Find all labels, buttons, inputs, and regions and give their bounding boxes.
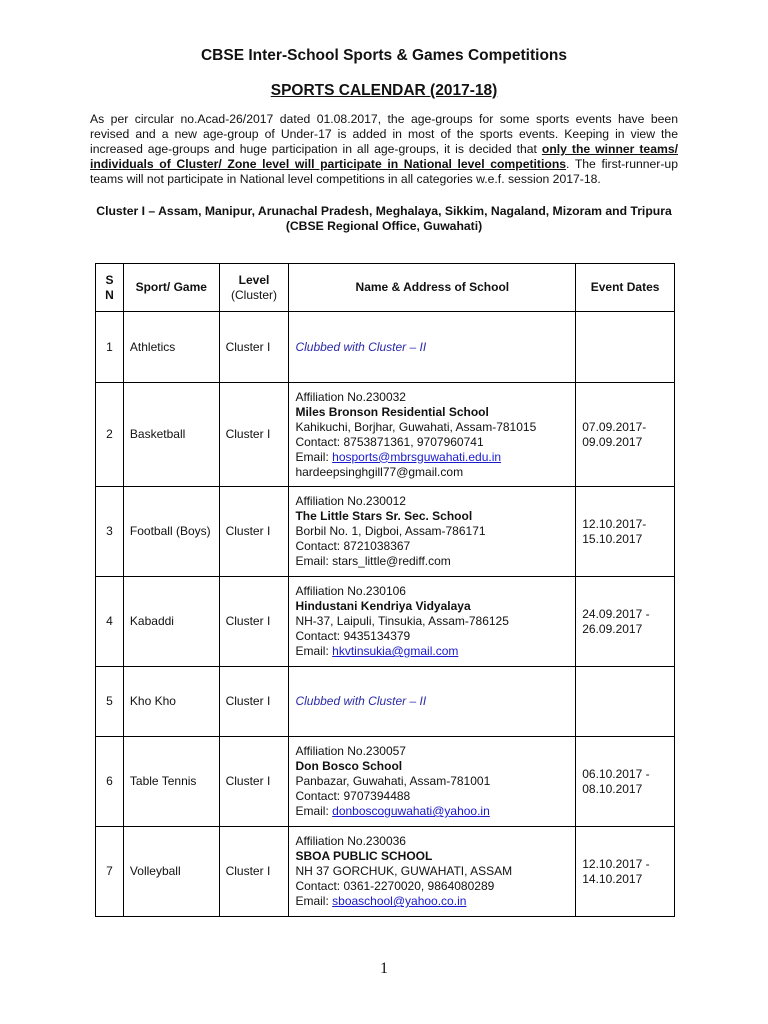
school-address: Kahikuchi, Borjhar, Guwahati, Assam-781015 [295, 419, 537, 434]
email-link[interactable]: sboaschool@yahoo.co.in [332, 894, 467, 908]
school-name: Miles Bronson Residential School [295, 404, 489, 419]
header-school: Name & Address of School [289, 264, 576, 312]
school-email-alt: hardeepsinghgill77@gmail.com [295, 464, 464, 479]
school-name: Don Bosco School [295, 759, 403, 773]
school-name: Hindustani Kendriya Vidyalaya [295, 599, 471, 613]
row-dates [576, 667, 675, 737]
row-sport: Athletics [123, 312, 219, 383]
school-name: The Little Stars Sr. Sec. School [295, 509, 473, 523]
cluster-regions: Cluster I – Assam, Manipur, Arunachal Pradesh, Meghalaya, Sikkim, Nagaland, Mizoram and Tripura [96, 204, 672, 218]
row-dates [576, 312, 675, 383]
school-name: SBOA PUBLIC SCHOOL [295, 849, 433, 863]
row-dates: 12.10.2017- 15.10.2017 [576, 487, 675, 577]
row-sn: 5 [96, 667, 124, 737]
school-address: NH-37, Laipuli, Tinsukia, Assam-786125 [295, 614, 509, 628]
sports-calendar-table [95, 263, 675, 917]
school-email: Email: donboscoguwahati@yahoo.in [295, 804, 490, 818]
table-row [96, 827, 675, 917]
school-contact: Contact: 0361-2270020, 9864080289 [295, 879, 495, 893]
calendar-title: SPORTS CALENDAR (2017-18) [270, 82, 498, 99]
row-sport: Table Tennis [123, 737, 219, 827]
row-school [289, 383, 576, 487]
table-row [96, 577, 675, 667]
cluster-office: (CBSE Regional Office, Guwahati) [285, 219, 483, 233]
school-contact: Contact: 9435134379 [295, 629, 411, 643]
cluster-heading [90, 204, 678, 234]
school-email: Email: stars_little@rediff.com [295, 554, 451, 568]
row-dates: 12.10.2017 - 14.10.2017 [576, 827, 675, 917]
email-link[interactable]: hkvtinsukia@gmail.com [332, 644, 459, 658]
header-sport: Sport/ Game [123, 264, 219, 312]
intro-paragraph [90, 112, 678, 187]
row-sport: Basketball [123, 383, 219, 487]
row-dates: 06.10.2017 - 08.10.2017 [576, 737, 675, 827]
row-school [289, 577, 576, 667]
row-school [289, 487, 576, 577]
document-title: CBSE Inter-School Sports & Games Competitions [200, 47, 568, 64]
email-link[interactable]: donboscoguwahati@yahoo.in [332, 804, 490, 818]
row-dates: 24.09.2017 - 26.09.2017 [576, 577, 675, 667]
row-school [289, 737, 576, 827]
row-dates: 07.09.2017- 09.09.2017 [576, 383, 675, 487]
row-sport: Kho Kho [123, 667, 219, 737]
school-email: Email: hosports@mbrsguwahati.edu.in [295, 449, 502, 464]
row-clubbed-note: Clubbed with Cluster – II [289, 667, 576, 737]
school-affiliation: Affiliation No.230012 [295, 494, 406, 508]
row-level: Cluster I [219, 737, 289, 827]
row-level: Cluster I [219, 312, 289, 383]
header-dates: Event Dates [576, 264, 675, 312]
table-row [96, 487, 675, 577]
row-level: Cluster I [219, 487, 289, 577]
row-sn: 7 [96, 827, 124, 917]
intro-emphasis: only the winner teams/ individuals of Cluster/ Zone level will participate in National level competitions [90, 142, 678, 171]
row-clubbed-note: Clubbed with Cluster – II [289, 312, 576, 383]
row-sport: Volleyball [123, 827, 219, 917]
row-sn: 3 [96, 487, 124, 577]
page-number: 1 [380, 960, 388, 977]
row-sn: 1 [96, 312, 124, 383]
row-level: Cluster I [219, 667, 289, 737]
table-row [96, 383, 675, 487]
header-sn: S N [96, 264, 124, 312]
school-affiliation: Affiliation No.230057 [295, 744, 406, 758]
email-link[interactable]: hosports@mbrsguwahati.edu.in [332, 449, 502, 464]
header-level: Level (Cluster) [219, 264, 289, 312]
row-sn: 6 [96, 737, 124, 827]
school-address: Panbazar, Guwahati, Assam-781001 [295, 774, 491, 788]
row-sport: Football (Boys) [123, 487, 219, 577]
table-row [96, 737, 675, 827]
intro-text-part1: As per circular no.Acad-26/2017 dated 01.08.2017, the age-groups for some sports events have been revised and a new age-group of Under-17 is added in most of the sports events. Keeping in view the increased age-groups and huge participation in all age-groups, it is decided that [90, 112, 678, 156]
row-level: Cluster I [219, 577, 289, 667]
school-affiliation: Affiliation No.230032 [295, 389, 406, 404]
school-email: Email: sboaschool@yahoo.co.in [295, 894, 467, 908]
row-sn: 2 [96, 383, 124, 487]
school-address: Borbil No. 1, Digboi, Assam-786171 [295, 524, 486, 538]
table-header-row [96, 264, 675, 312]
table-row [96, 667, 675, 737]
school-contact: Contact: 8721038367 [295, 539, 411, 553]
row-school [289, 827, 576, 917]
school-contact: Contact: 8753871361, 9707960741 [295, 434, 484, 449]
school-contact: Contact: 9707394488 [295, 789, 411, 803]
row-level: Cluster I [219, 383, 289, 487]
row-sport: Kabaddi [123, 577, 219, 667]
row-sn: 4 [96, 577, 124, 667]
school-affiliation: Affiliation No.230106 [295, 584, 406, 598]
school-email: Email: hkvtinsukia@gmail.com [295, 644, 459, 658]
school-affiliation: Affiliation No.230036 [295, 834, 406, 848]
row-level: Cluster I [219, 827, 289, 917]
intro-text-part2: . The first-runner-up teams will not participate in National level competitions in all categories w.e.f. session 2017-18. [90, 157, 678, 186]
school-address: NH 37 GORCHUK, GUWAHATI, ASSAM [295, 864, 513, 878]
table-row [96, 312, 675, 383]
